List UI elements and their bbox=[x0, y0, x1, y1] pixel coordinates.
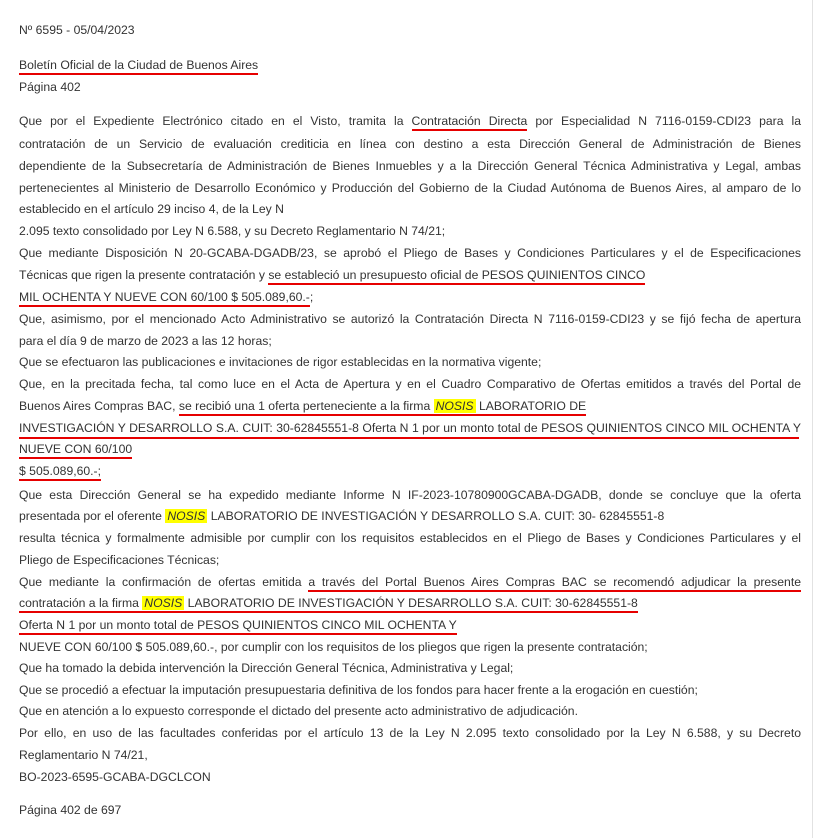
text-segment: Técnicas que rigen la presente contratación y bbox=[19, 268, 265, 282]
publication-title-text: Boletín Oficial de la Ciudad de Buenos Aires bbox=[19, 58, 258, 75]
text-line: Que esta Dirección General se ha expedido mediante Informe N IF-2023-10780900GCABA-DGADB, donde se concluye que la oferta bbox=[19, 488, 801, 502]
text-segment: contratación a la firma bbox=[19, 596, 139, 610]
text-segment: LABORATORIO DE INVESTIGACIÓN Y DESARROLLO S.A. CUIT: 30- 62845551-8 bbox=[210, 509, 665, 523]
document-code: BO-2023-6595-GCABA-DGCLCON bbox=[19, 770, 211, 784]
firma-underlined bbox=[19, 596, 638, 613]
text-line bbox=[19, 441, 132, 457]
text-line: Que en atención a lo expuesto corresponde el dictado del presente acto administrativo de adjudicación. bbox=[19, 704, 578, 718]
text-segment: por Especialidad N 7116-0159-CDI23 para la bbox=[535, 114, 802, 128]
nosis-highlight: NOSIS bbox=[167, 509, 206, 523]
text-segment: INVESTIGACIÓN Y DESARROLLO S.A. CUIT: 30-62845551-8 Oferta N 1 por un monto total de PESOS QUINIENTOS CINCO MIL OCHENTA Y bbox=[19, 421, 801, 435]
text-line: NUEVE CON 60/100 $ 505.089,60.-, por cumplir con los requisitos de los pliegos que rigen la presente contratación; bbox=[19, 640, 648, 654]
oferta-underlined bbox=[179, 399, 586, 416]
text-line: para el día 9 de marzo de 2023 a las 12 horas; bbox=[19, 334, 272, 348]
text-line bbox=[19, 574, 801, 590]
amount-underlined: MIL OCHENTA Y NUEVE CON 60/100 $ 505.089,60.- bbox=[19, 290, 310, 307]
text-line: contratación de un Servicio de evaluación crediticia en línea con destino a esta Dirección General de Administración de Bienes bbox=[19, 137, 801, 151]
text-segment: Buenos Aires Compras BAC, bbox=[19, 399, 176, 413]
text-line bbox=[19, 508, 664, 524]
contratacion-directa-underlined: Contratación Directa bbox=[412, 114, 528, 131]
presupuesto-underlined: se estableció un presupuesto oficial de PESOS QUINIENTOS CINCO bbox=[268, 268, 645, 285]
text-line bbox=[19, 595, 638, 611]
text-line: Por ello, en uso de las facultades conferidas por el artículo 13 de la Ley N 2.095 texto consolidado por la Ley N 6.588, y su Decreto bbox=[19, 726, 801, 740]
text-line bbox=[19, 617, 457, 633]
nosis-highlight: NOSIS bbox=[144, 596, 183, 610]
text-line: Que, asimismo, por el mencionado Acto Administrativo se autorizó la Contratación Directa N 7116-0159-CDI23 y se fijó fecha de apertura bbox=[19, 312, 801, 326]
text-line: resulta técnica y formalmente admisible por cumplir con los requisitos establecidos en el Pliego de Bases y Condiciones Particulares y el bbox=[19, 531, 801, 545]
text-segment: LABORATORIO DE bbox=[478, 399, 587, 413]
text-segment: Que mediante la confirmación de ofertas emitida bbox=[19, 575, 302, 589]
text-segment: Que por el Expediente Electrónico citado en el Visto, tramita la bbox=[19, 114, 404, 128]
nosis-highlight: NOSIS bbox=[435, 399, 474, 413]
text-line bbox=[19, 289, 313, 305]
text-line: Reglamentario N 74/21, bbox=[19, 748, 148, 762]
red-underline bbox=[19, 437, 799, 439]
text-line: establecido en el artículo 29 inciso 4, de la Ley N bbox=[19, 202, 284, 216]
text-line: Que se procedió a efectuar la imputación presupuestaria definitiva de los fondos para hacer frente a la erogación en cuestión; bbox=[19, 683, 698, 697]
issue-number: Nº 6595 - 05/04/2023 bbox=[19, 23, 135, 37]
text-line bbox=[19, 463, 101, 479]
page-footer: Página 402 de 697 bbox=[19, 803, 122, 817]
text-line bbox=[19, 267, 645, 283]
text-segment: NUEVE CON 60/100 bbox=[19, 442, 132, 459]
oferta-monto-underlined: Oferta N 1 por un monto total de PESOS QUINIENTOS CINCO MIL OCHENTA Y bbox=[19, 618, 457, 635]
text-line: Que ha tomado la debida intervención la Dirección General Técnica, Administrativa y Legal; bbox=[19, 661, 514, 675]
text-segment: se recibió una 1 oferta perteneciente a la firma bbox=[178, 399, 431, 413]
text-line bbox=[19, 420, 801, 436]
text-line: Que mediante Disposición N 20-GCABA-DGADB/23, se aprobó el Pliego de Bases y Condiciones Particulares y el de Especificaciones bbox=[19, 246, 801, 260]
text-segment: LABORATORIO DE INVESTIGACIÓN Y DESARROLLO S.A. CUIT: 30-62845551-8 bbox=[187, 596, 638, 610]
text-line: dependiente de la Subsecretaría de Administración de Bienes Inmuebles y a la Dirección General Técnica Administrativa y Legal, ambas bbox=[19, 159, 801, 173]
recomendacion-underlined: a través del Portal Buenos Aires Compras BAC se recomendó adjudicar la presente bbox=[308, 575, 801, 592]
text-line: Que, en la precitada fecha, tal como luce en el Acta de Apertura y en el Cuadro Comparativo de Ofertas emitidos a través del Portal de bbox=[19, 377, 801, 391]
text-line bbox=[19, 113, 801, 129]
text-segment: ; bbox=[309, 290, 314, 304]
text-line: Pliego de Especificaciones Técnicas; bbox=[19, 553, 220, 567]
amount-underlined: $ 505.089,60.-; bbox=[19, 464, 101, 481]
publication-title bbox=[19, 57, 258, 73]
text-line: pertenecientes al Ministerio de Desarrollo Económico y Producción del Gobierno de la Ciudad Autónoma de Buenos Aires, al amparo de lo bbox=[19, 181, 801, 195]
text-line: Que se efectuaron las publicaciones e invitaciones de rigor establecidas en la normativa vigente; bbox=[19, 355, 542, 369]
page-label: Página 402 bbox=[19, 80, 81, 94]
text-line: 2.095 texto consolidado por Ley N 6.588, y su Decreto Reglamentario N 74/21; bbox=[19, 224, 446, 238]
text-line bbox=[19, 398, 586, 414]
text-segment: presentada por el oferente bbox=[19, 509, 162, 523]
